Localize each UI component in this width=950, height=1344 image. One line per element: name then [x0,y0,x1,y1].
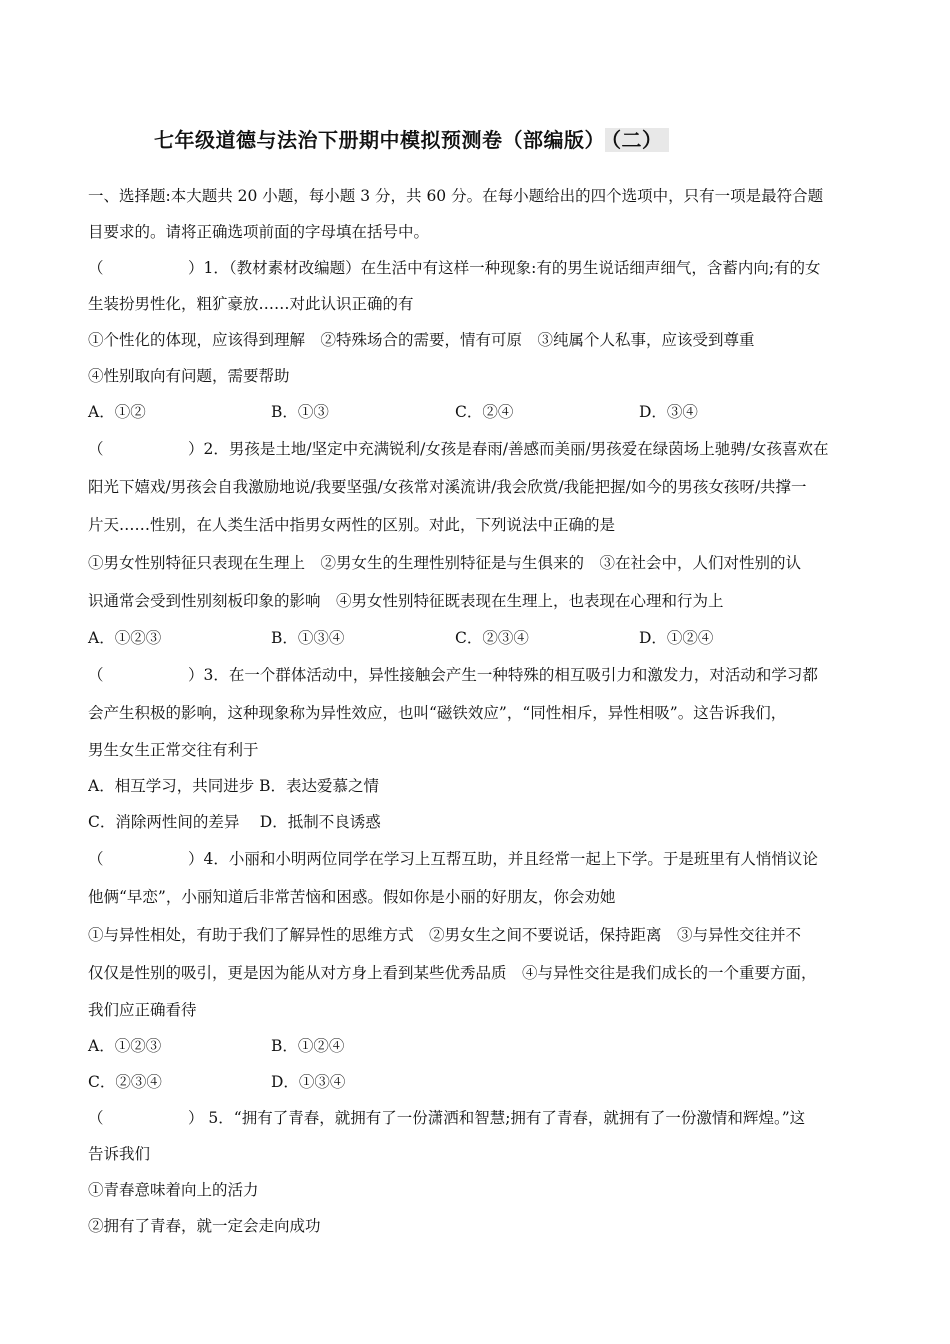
answer-blank[interactable]: （ [88,440,104,458]
options-row [88,620,878,656]
option-d[interactable]: D．③④ [639,403,698,421]
question-text-line: 他俩“早恋”，小丽知道后非常苦恼和困惑。假如你是小丽的好朋友，你会劝她 [88,888,616,906]
question-text-line: ④性别取向有问题，需要帮助 [88,367,290,385]
option-a[interactable]: A．①② [88,403,146,421]
question-text-line: ①与异性相处，有助于我们了解异性的思维方式 ②男女生之间不要说话，保持距离 ③与异性交往并不 [88,926,802,944]
options-row [88,394,878,430]
question-text-line: 告诉我们 [88,1145,151,1163]
instructions-line: 一、选择题:本大题共 20 小题，每小题 3 分，共 60 分。在每小题给出的四个选项中，只有一项是最符合题 [88,187,824,205]
question-text-line: 阳光下嬉戏/男孩会自我激励地说/我要坚强/女孩常对溪流讲/我会欣赏/我能把握/如今的男孩女孩呀/共撑一 [88,478,807,496]
option-c[interactable]: C．②④ [455,403,514,421]
answer-blank[interactable]: （ [88,259,104,277]
question-text-line: ①青春意味着向上的活力 [88,1181,259,1199]
option-a[interactable]: A．①②③ [88,629,162,647]
question-text-line: 会产生积极的影响，这种现象称为异性效应，也叫“磁铁效应”，“同性相斥，异性相吸”。这告诉我们， [88,704,787,722]
question-text-line: 仅仅是性别的吸引，更是因为能从对方身上看到某些优秀品质 ④与异性交往是我们成长的一个重要方面， [88,964,817,982]
answer-blank[interactable]: （ [88,666,104,684]
option-b[interactable]: B．①③ [271,403,329,421]
question-text-line: 男生女生正常交往有利于 [88,741,259,759]
question-5-stem: （ ） 5．“拥有了青春，就拥有了一份潇洒和智慧;拥有了青春，就拥有了一份激情和辉煌。”这 [88,1100,878,1136]
question-text-line: ②拥有了青春，就一定会走向成功 [88,1217,321,1235]
question-text-line: 片天……性别，在人类生活中指男女两性的区别。对此，下列说法中正确的是 [88,516,616,534]
title-suffix: （二） [605,128,669,152]
question-section [88,178,878,1244]
question-text-line: 我们应正确看待 [88,1001,197,1019]
question-text-line: 识通常会受到性别刻板印象的影响 ④男女性别特征既表现在生理上，也表现在心理和行为上 [88,592,724,610]
options-row[interactable]: A．相互学习，共同进步 B．表达爱慕之情 [88,777,380,795]
question-4-stem: （ ）4．小丽和小明两位同学在学习上互帮互助，并且经常一起上下学。于是班里有人悄悄议论 [88,840,878,878]
options-row[interactable]: C．消除两性间的差异 D．抵制不良诱惑 [88,813,381,831]
page-title [154,124,669,153]
question-3-stem: （ ）3．在一个群体活动中，异性接触会产生一种特殊的相互吸引力和激发力，对活动和学习都 [88,656,878,694]
question-text-line: ①男女性别特征只表现在生理上 ②男女生的生理性别特征是与生俱来的 ③在社会中，人们对性别的认 [88,554,802,572]
option-d[interactable]: D．①②④ [639,629,714,647]
option-c[interactable]: C．②③④ [88,1073,162,1091]
question-1-stem: （ ）1．（教材素材改编题）在生活中有这样一种现象:有的男生说话细声细气，含蓄内向;有的女 [88,250,878,286]
option-d[interactable]: D．①③④ [271,1073,346,1091]
question-text-line: 生装扮男性化，粗犷豪放……对此认识正确的有 [88,295,414,313]
option-b[interactable]: B．①③④ [271,629,345,647]
answer-blank[interactable]: （ [88,850,104,868]
option-b[interactable]: B．①②④ [271,1037,345,1055]
option-a[interactable]: A．①②③ [88,1037,162,1055]
option-c[interactable]: C．②③④ [455,629,529,647]
question-text-line: ①个性化的体现，应该得到理解 ②特殊场合的需要，情有可原 ③纯属个人私事，应该受到尊重 [88,331,755,349]
question-2-stem: （ ）2．男孩是土地/坚定中充满锐利/女孩是春雨/善感而美丽/男孩爱在绿茵场上驰骋/女孩喜欢在 [88,430,878,468]
instructions-line: 目要求的。请将正确选项前面的字母填在括号中。 [88,223,430,241]
options-row [88,1064,878,1100]
title-main: 七年级道德与法治下册期中模拟预测卷（部编版） [154,128,605,152]
options-row [88,1028,878,1064]
answer-blank[interactable]: （ [88,1109,104,1127]
